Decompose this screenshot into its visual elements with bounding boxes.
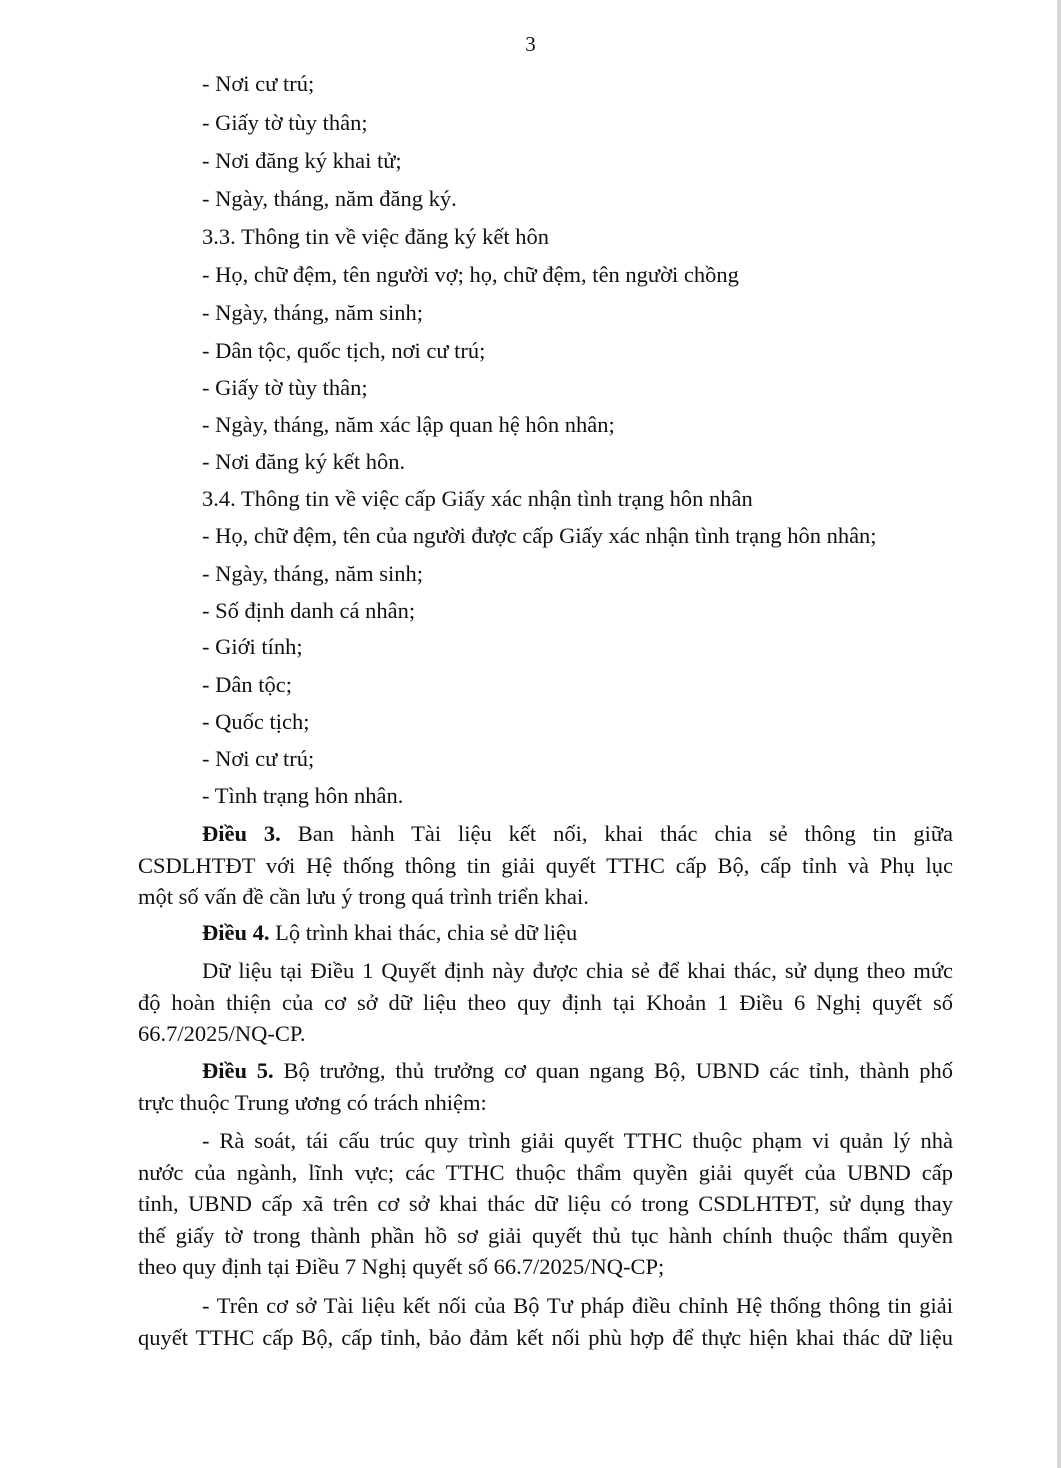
article-5-text: Bộ trưởng, thủ trưởng cơ quan ngang Bộ, UBND các tỉnh, thành phố — [283, 1058, 954, 1083]
article-5-line: trực thuộc Trung ương có trách nhiệm: — [138, 1089, 487, 1115]
list-item: - Ngày, tháng, năm đăng ký. — [202, 186, 457, 211]
list-item: - Ngày, tháng, năm xác lập quan hệ hôn nhân; — [202, 412, 615, 437]
list-item: - Tình trạng hôn nhân. — [202, 783, 404, 808]
article-5-label: Điều 5. — [202, 1058, 274, 1083]
article-4-label: Điều 4. — [202, 920, 270, 945]
paragraph-line: theo quy định tại Điều 7 Nghị quyết số 66.7/2025/NQ-CP; — [138, 1254, 665, 1279]
list-item: - Nơi cư trú; — [202, 71, 315, 96]
list-item: - Họ, chữ đệm, tên của người được cấp Giấy xác nhận tình trạng hôn nhân; — [202, 523, 877, 548]
article-3-label: Điều 3. — [202, 821, 281, 846]
list-item: - Giới tính; — [202, 634, 303, 659]
article-5 — [138, 1055, 953, 1118]
article-4-line: Dữ liệu tại Điều 1 Quyết định này được chia sẻ để khai thác, sử dụng theo mức — [202, 958, 953, 983]
paragraph-line: - Trên cơ sở Tài liệu kết nối của Bộ Tư pháp điều chỉnh Hệ thống thông tin giải — [202, 1293, 953, 1318]
paragraph-line: quyết TTHC cấp Bộ, cấp tỉnh, bảo đảm kết nối phù hợp để thực hiện khai thác dữ liệu — [138, 1324, 953, 1350]
list-item: - Ngày, tháng, năm sinh; — [202, 300, 424, 325]
list-item: - Nơi đăng ký khai tử; — [202, 148, 402, 173]
paragraph-line: nước của ngành, lĩnh vực; các TTHC thuộc thẩm quyền giải quyết của UBND cấp — [138, 1159, 953, 1185]
article-3-text: Ban hành Tài liệu kết nối, khai thác chia sẻ thông tin giữa — [297, 821, 954, 846]
list-item: - Giấy tờ tùy thân; — [202, 110, 368, 135]
list-item: - Ngày, tháng, năm sinh; — [202, 561, 424, 586]
paragraph-line: - Rà soát, tái cấu trúc quy trình giải quyết TTHC thuộc phạm vi quản lý nhà — [202, 1128, 953, 1153]
list-item: - Nơi đăng ký kết hôn. — [202, 449, 406, 474]
article-3-line: một số vấn đề cần lưu ý trong quá trình triển khai. — [138, 884, 589, 909]
list-item: - Quốc tịch; — [202, 709, 310, 734]
article-4-line: 66.7/2025/NQ-CP. — [138, 1021, 306, 1046]
paragraph-line: tỉnh, UBND cấp xã trên cơ sở khai thác dữ liệu có trong CSDLHTĐT, sử dụng thay — [138, 1191, 953, 1216]
paragraph-line: thế giấy tờ trong thành phần hồ sơ giải quyết thủ tục hành chính thuộc thẩm quyền — [138, 1222, 953, 1248]
article-3-line: CSDLHTĐT với Hệ thống thông tin giải quyết TTHC cấp Bộ, cấp tỉnh và Phụ lục — [138, 852, 953, 878]
article-5-bullet-2 — [138, 1290, 953, 1353]
article-3-line — [138, 818, 953, 850]
list-item: - Dân tộc, quốc tịch, nơi cư trú; — [202, 338, 486, 363]
article-4-title: Lộ trình khai thác, chia sẻ dữ liệu — [275, 920, 578, 945]
list-item: - Nơi cư trú; — [202, 746, 315, 771]
article-4-body — [138, 955, 953, 1050]
list-item: - Giấy tờ tùy thân; — [202, 375, 368, 400]
article-5-line — [138, 1055, 953, 1087]
list-item: - Dân tộc; — [202, 672, 292, 697]
article-3 — [138, 818, 953, 913]
section-heading-3-4: 3.4. Thông tin về việc cấp Giấy xác nhận tình trạng hôn nhân — [202, 486, 753, 511]
page-number: 3 — [525, 32, 536, 56]
list-item: - Họ, chữ đệm, tên người vợ; họ, chữ đệm, tên người chồng — [202, 262, 739, 287]
list-item: - Số định danh cá nhân; — [202, 598, 416, 623]
section-heading-3-3: 3.3. Thông tin về việc đăng ký kết hôn — [202, 224, 550, 249]
article-5-bullet-1 — [138, 1125, 953, 1283]
article-4-heading — [202, 922, 577, 945]
article-4-line: độ hoàn thiện của cơ sở dữ liệu theo quy định tại Khoản 1 Điều 6 Nghị quyết số — [138, 989, 953, 1015]
